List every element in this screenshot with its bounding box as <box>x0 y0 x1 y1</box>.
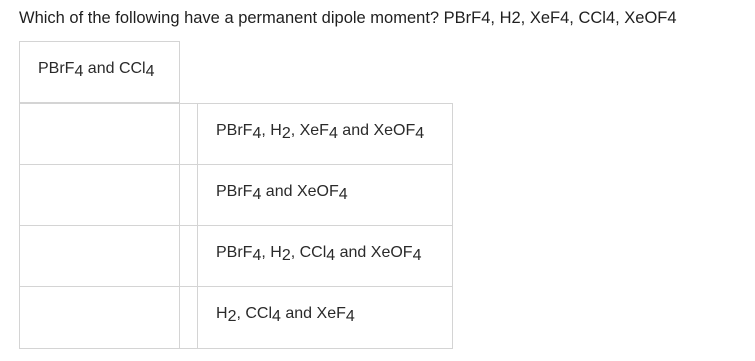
formula-subscript: 4 <box>252 125 262 142</box>
formula-text: PBrF <box>216 183 253 200</box>
question-text: Which of the following have a permanent dipole moment? PBrF4, H2, XeF4, CCl4, XeOF4 <box>19 9 677 27</box>
formula-subscript: 4 <box>326 247 336 264</box>
answer-option-2-label <box>216 122 424 140</box>
answer-radio-3[interactable] <box>19 164 180 226</box>
answer-gap-5 <box>179 286 198 349</box>
formula-text: H <box>216 305 228 322</box>
formula-subscript: 4 <box>74 63 84 80</box>
formula-text: , CCl <box>236 305 273 322</box>
answer-option-1-label <box>38 60 155 78</box>
formula-text: PBrF <box>38 60 75 77</box>
formula-text: , XeF <box>290 122 329 139</box>
formula-text: PBrF <box>216 244 253 261</box>
formula-subscript: 2 <box>227 308 237 325</box>
formula-text: and XeOF <box>261 183 339 200</box>
answer-radio-2[interactable] <box>19 103 180 165</box>
formula-subscript: 4 <box>415 125 425 142</box>
formula-text: and XeF <box>280 305 346 322</box>
formula-text: , H <box>261 122 282 139</box>
formula-subscript: 4 <box>412 247 422 264</box>
answer-option-4-label <box>216 244 421 262</box>
formula-subscript: 4 <box>338 186 348 203</box>
formula-text: , CCl <box>290 244 327 261</box>
formula-subscript: 4 <box>145 63 155 80</box>
answer-gap-3 <box>179 164 198 226</box>
answer-gap-4 <box>179 225 198 287</box>
formula-subscript: 2 <box>281 125 291 142</box>
formula-text: , H <box>261 244 282 261</box>
formula-subscript: 4 <box>252 186 262 203</box>
answer-option-5-label <box>216 305 355 323</box>
formula-subscript: 4 <box>345 308 355 325</box>
formula-text: and XeOF <box>335 244 413 261</box>
formula-subscript: 2 <box>281 247 291 264</box>
answer-radio-5[interactable] <box>19 286 180 349</box>
answer-option-3-label <box>216 183 348 201</box>
formula-subscript: 4 <box>252 247 262 264</box>
formula-text: PBrF <box>216 122 253 139</box>
answer-radio-4[interactable] <box>19 225 180 287</box>
formula-subscript: 4 <box>272 308 281 325</box>
formula-subscript: 4 <box>328 125 338 142</box>
formula-text: and CCl <box>83 60 146 77</box>
formula-text: and XeOF <box>337 122 416 139</box>
answer-gap-2 <box>179 103 198 165</box>
